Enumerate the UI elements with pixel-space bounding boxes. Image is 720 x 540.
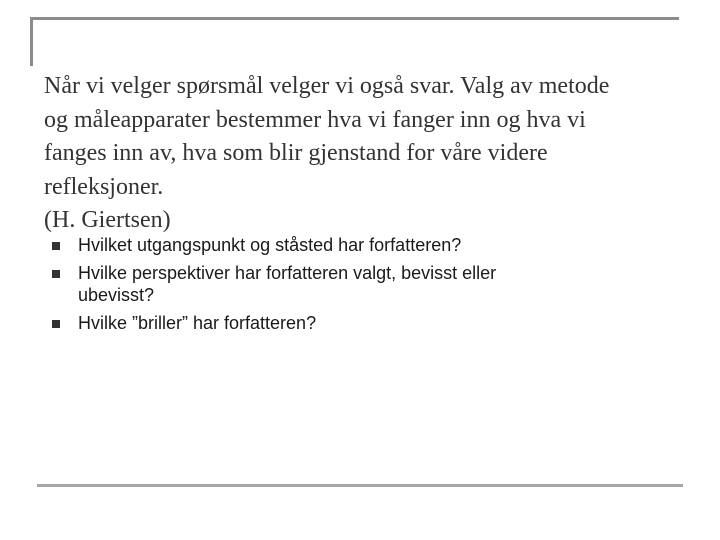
list-item xyxy=(50,234,670,256)
list-item xyxy=(50,262,670,306)
frame-bottom-line xyxy=(37,484,683,487)
quote-line: og måleapparater bestemmer hva vi fanger inn og hva vi xyxy=(44,106,586,133)
list-item-text: Hvilke perspektiver har forfatteren valgt, bevisst eller xyxy=(78,263,497,283)
list-item-text: ubevisst? xyxy=(78,285,155,305)
quote-attribution: (H. Giertsen) xyxy=(44,207,171,233)
square-bullet-icon xyxy=(52,320,60,328)
quote-line: fanges inn av, hva som blir gjenstand for våre videre xyxy=(44,140,548,166)
square-bullet-icon xyxy=(52,242,60,250)
square-bullet-icon xyxy=(52,270,60,278)
quote-line: Når vi velger spørsmål velger vi også svar. Valg av metode xyxy=(44,73,610,99)
list-item-text: Hvilke ”briller” har forfatteren? xyxy=(78,313,317,333)
list-item-text: Hvilket utgangspunkt og ståsted har forfatteren? xyxy=(78,235,462,255)
quote-block xyxy=(44,70,694,238)
frame-top-line xyxy=(30,17,679,20)
list-item xyxy=(50,312,670,334)
bullet-list xyxy=(50,234,670,340)
frame-left-line xyxy=(30,17,33,66)
quote-line: refleksjoner. xyxy=(44,173,164,200)
